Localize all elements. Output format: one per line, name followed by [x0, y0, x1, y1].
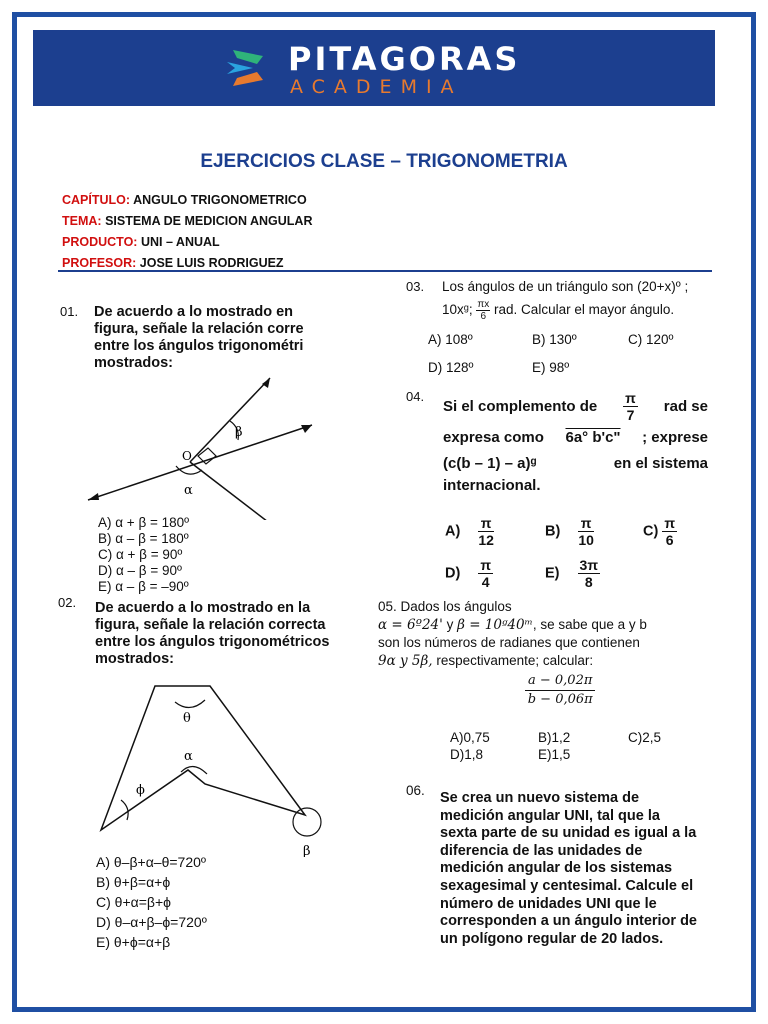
q4-option-a[interactable]: A) $\frac{\pi}{12}$ — [445, 515, 494, 548]
q2-figure — [95, 672, 335, 857]
q5-statement — [378, 598, 708, 670]
q6-statement — [440, 790, 702, 948]
q6-line: número de unidades UNI que le — [440, 895, 657, 912]
q2-options — [96, 852, 207, 952]
q5-option-b[interactable]: B)1,2 — [538, 730, 571, 745]
brand-name: PITAGORAS — [288, 40, 521, 78]
q1-label-alpha: α — [184, 483, 193, 498]
q5-option-c[interactable]: C)2,5 — [628, 730, 662, 745]
q6-number: 06. — [406, 783, 425, 798]
meta-block — [62, 190, 312, 274]
q2-label-phi: ϕ — [136, 783, 145, 798]
q6-line: medición angular de los sistemas — [440, 860, 673, 877]
q1-option-e[interactable]: E) α – β = –90º — [98, 579, 189, 594]
q5-option-e[interactable]: E)1,5 — [538, 747, 571, 762]
q3-option-e[interactable]: E) 98º — [532, 360, 570, 375]
q4-option-e[interactable]: E) $\frac{3\pi}{8}$ — [545, 557, 599, 590]
q5-line-2: α = 6º24' y β = 10ᵍ40ᵐ, se sabe que a y b — [378, 617, 647, 633]
q2-option-e[interactable]: E) θ+ϕ=α+β — [96, 934, 171, 950]
q1-label-o: O — [182, 449, 192, 463]
q5-option-a[interactable]: A)0,75 — [450, 730, 490, 745]
q5-line-4: 9α y 5β, respectivamente; calcular: — [378, 653, 594, 669]
q4-option-d[interactable]: D) $\frac{\pi}{4}$ — [445, 557, 492, 590]
q6-line: sexta parte de su unidad es igual a la — [440, 825, 697, 842]
q4-line-1: Si el complemento de π 7 rad se — [443, 390, 708, 423]
q1-option-c[interactable]: C) α + β = 90º — [98, 547, 183, 562]
q3-number: 03. — [406, 279, 425, 294]
brand-subtitle: ACADEMIA — [290, 76, 463, 98]
q6-line: medición angular UNI, tal que la — [440, 807, 660, 824]
q2-option-b[interactable]: B) θ+β=α+ϕ — [96, 874, 171, 890]
q5-fraction: a − 0,02π b − 0,06π — [525, 672, 595, 709]
meta-chapter: CAPÍTULO: ANGULO TRIGONOMETRICO — [62, 193, 307, 207]
q2-option-c[interactable]: C) θ+α=β+ϕ — [96, 894, 171, 910]
q1-number: 01. — [60, 304, 79, 319]
q4-line-2: expresa como 6a° b'c" ; exprese — [443, 429, 708, 446]
q2-number: 02. — [58, 595, 77, 610]
q3-line-2: 10xᵍ; $\frac{\pi x}{6}$ rad. Calcular el mayor ángulo. — [442, 299, 675, 322]
q3-line-1: Los ángulos de un triángulo son (20+x)º ; — [442, 279, 689, 294]
q4-fraction: π 7 — [625, 390, 636, 423]
q1-label-beta: β — [235, 425, 243, 440]
q3-fraction: $\frac{\pi x}{6}$ — [477, 299, 490, 322]
q2-option-a[interactable]: A) θ–β+α–θ=720º — [96, 854, 207, 870]
q2-statement: De acuerdo a lo mostrado en la figura, señale la relación correcta entre los ángulos trigonométricos mostrados: — [95, 600, 330, 667]
q2-option-d[interactable]: D) θ–α+β–ϕ=720º — [96, 914, 207, 930]
q2-label-alpha: α — [184, 749, 193, 764]
q1-figure — [80, 370, 320, 520]
q6-line: diferencia de las unidades de — [440, 842, 643, 859]
meta-teacher: PROFESOR: JOSE LUIS RODRIGUEZ — [62, 256, 284, 270]
pitagoras-logo-icon — [223, 44, 271, 92]
q6-line: Se crea un nuevo sistema de — [440, 790, 640, 806]
q6-line: un polígono regular de 20 lados. — [440, 930, 664, 947]
q4-option-b[interactable]: B) $\frac{\pi}{10}$ — [545, 515, 594, 548]
meta-topic: TEMA: SISTEMA DE MEDICION ANGULAR — [62, 214, 313, 228]
header-banner — [33, 30, 715, 106]
q4-number: 04. — [406, 389, 425, 404]
q1-option-d[interactable]: D) α – β = 90º — [98, 563, 182, 578]
q1-options — [98, 515, 189, 595]
q1-option-a[interactable]: A) α + β = 180º — [98, 515, 190, 530]
q4-line-3: (c(b – 1) – a)ᵍ en el sistema — [443, 455, 708, 472]
q5-line-3: son los números de radianes que contienen — [378, 635, 640, 650]
q5-line-1: 05. Dados los ángulos — [378, 599, 512, 614]
q6-line: sexagesimal y centesimal. Calcule el — [440, 877, 694, 894]
q4-statement — [443, 390, 708, 497]
q1-statement: De acuerdo a lo mostrado en figura, señale la relación corre entre los ángulos trigonométri mostrados: — [94, 304, 304, 371]
q3-option-a[interactable]: A) 108º — [428, 332, 473, 347]
q3-option-b[interactable]: B) 130º — [532, 332, 577, 347]
q5-option-d[interactable]: D)1,8 — [450, 747, 484, 762]
q3-option-d[interactable]: D) 128º — [428, 360, 474, 375]
q2-label-theta: θ — [183, 711, 191, 726]
q6-line: corresponden a un ángulo interior de — [440, 913, 697, 930]
q1-option-b[interactable]: B) α – β = 180º — [98, 531, 189, 546]
q4-line-4: internacional. — [443, 477, 541, 494]
q2-label-beta: β — [303, 844, 311, 857]
page-title: EJERCICIOS CLASE – TRIGONOMETRIA — [200, 151, 568, 172]
meta-product: PRODUCTO: UNI – ANUAL — [62, 235, 220, 249]
section-divider — [58, 270, 712, 272]
q4-option-c[interactable]: C) $\frac{\pi}{6}$ — [643, 515, 676, 548]
q3-option-c[interactable]: C) 120º — [628, 332, 674, 347]
